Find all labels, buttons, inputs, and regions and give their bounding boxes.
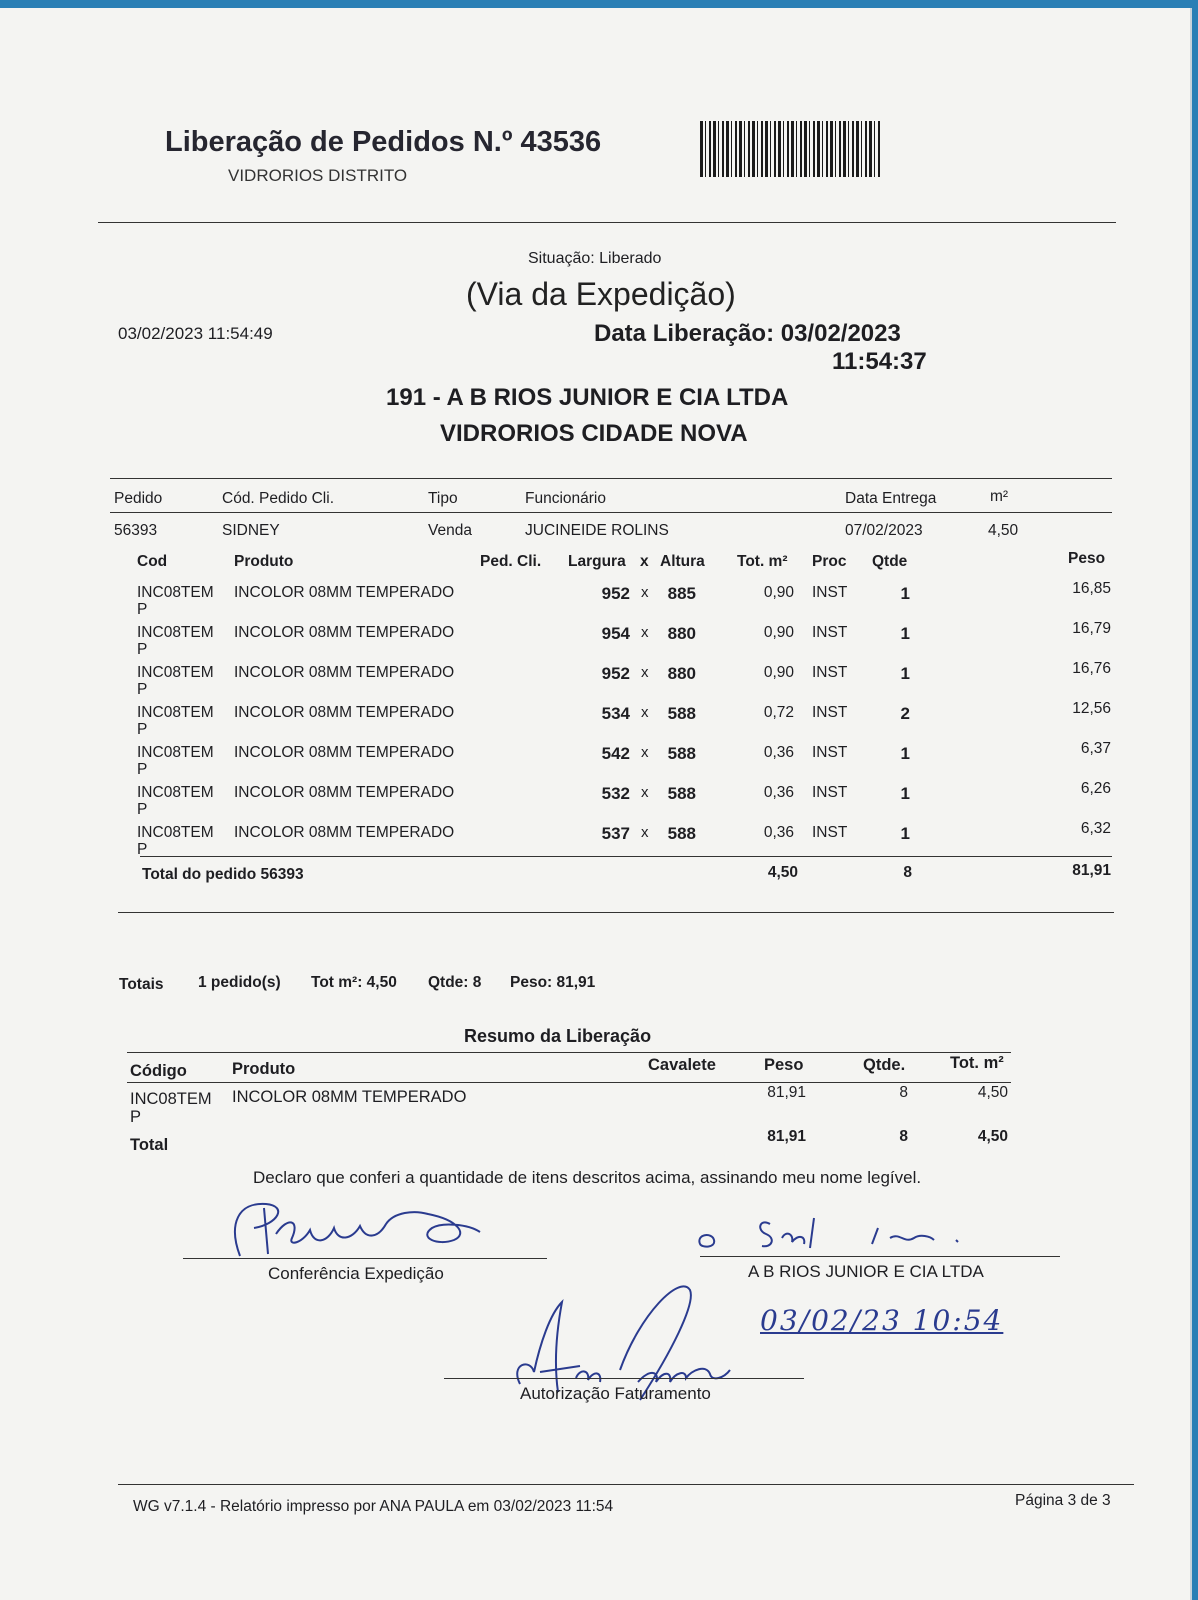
- item-peso: 16,85: [1072, 580, 1111, 597]
- item-produto: INCOLOR 08MM TEMPERADO: [234, 624, 455, 641]
- summary-col-cavalete: Cavalete: [648, 1056, 716, 1074]
- employee: JUCINEIDE ROLINS: [525, 522, 669, 539]
- item-x: x: [641, 704, 649, 721]
- item-cod: [137, 824, 214, 858]
- footer-printed-by: WG v7.1.4 - Relatório impresso por ANA PAULA em 03/02/2023 11:54: [133, 1498, 614, 1515]
- item-qtde: 2: [900, 704, 910, 723]
- client-store: VIDRORIOS CIDADE NOVA: [440, 420, 748, 447]
- item-cod-line2: P: [137, 601, 148, 618]
- totals-peso: Peso: 81,91: [510, 974, 596, 991]
- totals-m2: Tot m²: 4,50: [311, 974, 397, 991]
- summary-col-qtde: Qtde.: [863, 1056, 906, 1074]
- summary-cod-line1: INC08TEM: [130, 1090, 212, 1108]
- item-peso: 16,79: [1072, 620, 1111, 637]
- items-col-produto: Produto: [234, 553, 294, 570]
- item-peso: 6,32: [1080, 820, 1111, 837]
- item-qtde: 1: [900, 584, 910, 603]
- summary-total-label: Total: [130, 1136, 169, 1154]
- col-funcionario: Funcionário: [525, 490, 606, 507]
- item-peso: 12,56: [1072, 700, 1111, 717]
- item-qtde: 1: [900, 664, 910, 683]
- item-x: x: [641, 624, 649, 641]
- summary-qtde: 8: [899, 1084, 908, 1101]
- item-cod-line2: P: [137, 721, 148, 738]
- item-largura: 952: [601, 664, 630, 683]
- item-cod: [137, 784, 214, 818]
- item-cod-line1: INC08TEM: [137, 704, 214, 721]
- col-data-entrega: Data Entrega: [845, 490, 937, 507]
- order-total-qtde: 8: [903, 864, 912, 881]
- release-time: 11:54:37: [832, 348, 927, 375]
- item-x: x: [641, 584, 649, 601]
- items-col-x: x: [640, 553, 649, 570]
- item-tot-m2: 0,90: [763, 584, 794, 601]
- summary-peso: 81,91: [767, 1084, 806, 1101]
- totals-orders: 1 pedido(s): [198, 974, 281, 991]
- item-tot-m2: 0,36: [763, 824, 794, 841]
- order-header-rule: [110, 512, 1112, 513]
- conferencia-sig-line: [183, 1258, 547, 1259]
- totals-label: Totais: [119, 976, 164, 993]
- document-title: Liberação de Pedidos N.º 43536: [165, 126, 602, 158]
- item-cod: [137, 664, 214, 698]
- handwritten-date: 03/02/23 10:54: [760, 1304, 1004, 1337]
- item-altura: 588: [667, 744, 696, 763]
- declaration-text: Declaro que conferi a quantidade de itens descritos acima, assinando meu nome legível.: [253, 1168, 922, 1187]
- col-pedido: Pedido: [114, 490, 163, 507]
- items-col-qtde: Qtde: [872, 553, 908, 570]
- summary-title: Resumo da Liberação: [464, 1026, 652, 1046]
- autorizacao-label: Autorização Faturamento: [520, 1384, 711, 1403]
- items-col-ped-cli: Ped. Cli.: [480, 553, 542, 570]
- item-produto: INCOLOR 08MM TEMPERADO: [234, 584, 455, 601]
- item-altura: 885: [667, 584, 696, 603]
- item-proc: INST: [812, 624, 848, 641]
- document-page: [0, 8, 1192, 1600]
- summary-tot-m2: 4,50: [977, 1084, 1008, 1101]
- header-divider: [98, 222, 1116, 223]
- item-altura: 880: [667, 664, 696, 683]
- item-cod: [137, 584, 214, 618]
- item-cod: [137, 704, 214, 738]
- summary-cod-line2: P: [130, 1108, 142, 1126]
- col-tipo: Tipo: [428, 490, 458, 507]
- item-largura: 532: [601, 784, 630, 803]
- item-cod-line1: INC08TEM: [137, 584, 214, 601]
- summary-produto: INCOLOR 08MM TEMPERADO: [232, 1088, 467, 1106]
- item-cod-line2: P: [137, 801, 148, 818]
- item-produto: INCOLOR 08MM TEMPERADO: [234, 664, 455, 681]
- totals-divider: [118, 912, 1114, 913]
- footer-divider: [118, 1484, 1134, 1485]
- release-date: Data Liberação: 03/02/2023: [594, 320, 901, 347]
- item-altura: 880: [667, 624, 696, 643]
- item-peso: 6,37: [1080, 740, 1111, 757]
- summary-col-codigo: Código: [130, 1062, 187, 1080]
- item-proc: INST: [812, 704, 848, 721]
- items-col-tot-m2: Tot. m²: [737, 553, 788, 570]
- item-produto: INCOLOR 08MM TEMPERADO: [234, 824, 455, 841]
- item-proc: INST: [812, 784, 848, 801]
- item-altura: 588: [667, 824, 696, 843]
- item-produto: INCOLOR 08MM TEMPERADO: [234, 784, 455, 801]
- summary-col-peso: Peso: [764, 1056, 804, 1074]
- company-name: VIDRORIOS DISTRITO: [228, 166, 408, 185]
- item-qtde: 1: [900, 744, 910, 763]
- item-x: x: [641, 744, 649, 761]
- order-table-top-rule: [110, 478, 1112, 479]
- barcode-icon: [700, 121, 880, 177]
- page-number: Página 3 de 3: [1015, 1492, 1111, 1509]
- item-x: x: [641, 784, 649, 801]
- item-proc: INST: [812, 744, 848, 761]
- item-cod: [137, 744, 214, 778]
- summary-col-produto: Produto: [232, 1060, 296, 1078]
- items-total-rule: [140, 856, 1112, 857]
- item-proc: INST: [812, 664, 848, 681]
- item-qtde: 1: [900, 624, 910, 643]
- printed-timestamp: 03/02/2023 11:54:49: [118, 324, 273, 343]
- order-total-m2: 4,50: [767, 864, 798, 881]
- item-cod-line1: INC08TEM: [137, 624, 214, 641]
- item-x: x: [641, 824, 649, 841]
- item-cod-line1: INC08TEM: [137, 744, 214, 761]
- item-largura: 952: [601, 584, 630, 603]
- item-cod-line1: INC08TEM: [137, 664, 214, 681]
- item-qtde: 1: [900, 784, 910, 803]
- items-col-proc: Proc: [812, 553, 847, 570]
- item-largura: 542: [601, 744, 630, 763]
- item-cod-line2: P: [137, 681, 148, 698]
- item-tot-m2: 0,90: [763, 664, 794, 681]
- client-name: 191 - A B RIOS JUNIOR E CIA LTDA: [386, 384, 789, 411]
- item-cod-line2: P: [137, 841, 148, 858]
- col-m2: m²: [990, 488, 1009, 505]
- item-peso: 6,26: [1080, 780, 1111, 797]
- copy-type: (Via da Expedição): [466, 276, 736, 312]
- item-produto: INCOLOR 08MM TEMPERADO: [234, 704, 455, 721]
- summary-total-qtde: 8: [899, 1128, 908, 1145]
- item-largura: 954: [601, 624, 630, 643]
- summary-total-m2: 4,50: [977, 1128, 1008, 1145]
- delivery-date: 07/02/2023: [845, 522, 923, 539]
- order-number: 56393: [114, 522, 158, 539]
- item-qtde: 1: [900, 824, 910, 843]
- item-largura: 534: [601, 704, 630, 723]
- item-cod-line2: P: [137, 761, 148, 778]
- item-altura: 588: [667, 784, 696, 803]
- item-x: x: [641, 664, 649, 681]
- col-cod-pedido-cli: Cód. Pedido Cli.: [222, 490, 335, 507]
- item-proc: INST: [812, 584, 848, 601]
- autorizacao-sig-line: [444, 1378, 804, 1379]
- client-signature: [694, 1204, 984, 1256]
- item-altura: 588: [667, 704, 696, 723]
- client-sig-label: A B RIOS JUNIOR E CIA LTDA: [748, 1262, 984, 1281]
- totals-qtde: Qtde: 8: [428, 974, 482, 991]
- items-col-peso: Peso: [1068, 550, 1106, 567]
- item-cod-line1: INC08TEM: [137, 824, 214, 841]
- item-tot-m2: 0,36: [763, 784, 794, 801]
- items-col-cod: Cod: [137, 553, 168, 570]
- summary-total-peso: 81,91: [767, 1128, 806, 1145]
- item-cod-line2: P: [137, 641, 148, 658]
- summary-top-rule: [127, 1052, 1011, 1053]
- item-cod-line1: INC08TEM: [137, 784, 214, 801]
- order-total-label: Total do pedido 56393: [142, 866, 304, 883]
- item-peso: 16,76: [1072, 660, 1111, 677]
- item-tot-m2: 0,90: [763, 624, 794, 641]
- client-order-code: SIDNEY: [222, 522, 280, 539]
- order-total-peso: 81,91: [1072, 862, 1111, 879]
- item-cod: [137, 624, 214, 658]
- items-col-largura: Largura: [568, 553, 626, 570]
- order-type: Venda: [428, 522, 472, 539]
- item-produto: INCOLOR 08MM TEMPERADO: [234, 744, 455, 761]
- items-col-altura: Altura: [660, 553, 705, 570]
- summary-col-tot-m2: Tot. m²: [950, 1054, 1004, 1072]
- order-m2: 4,50: [988, 522, 1019, 539]
- item-largura: 537: [601, 824, 630, 843]
- item-tot-m2: 0,36: [763, 744, 794, 761]
- status-text: Situação: Liberado: [528, 250, 662, 267]
- conferencia-signature: [218, 1194, 498, 1266]
- item-tot-m2: 0,72: [763, 704, 794, 721]
- item-proc: INST: [812, 824, 848, 841]
- client-sig-line: [700, 1256, 1060, 1257]
- summary-header-rule: [127, 1082, 1011, 1083]
- conferencia-label: Conferência Expedição: [268, 1264, 444, 1283]
